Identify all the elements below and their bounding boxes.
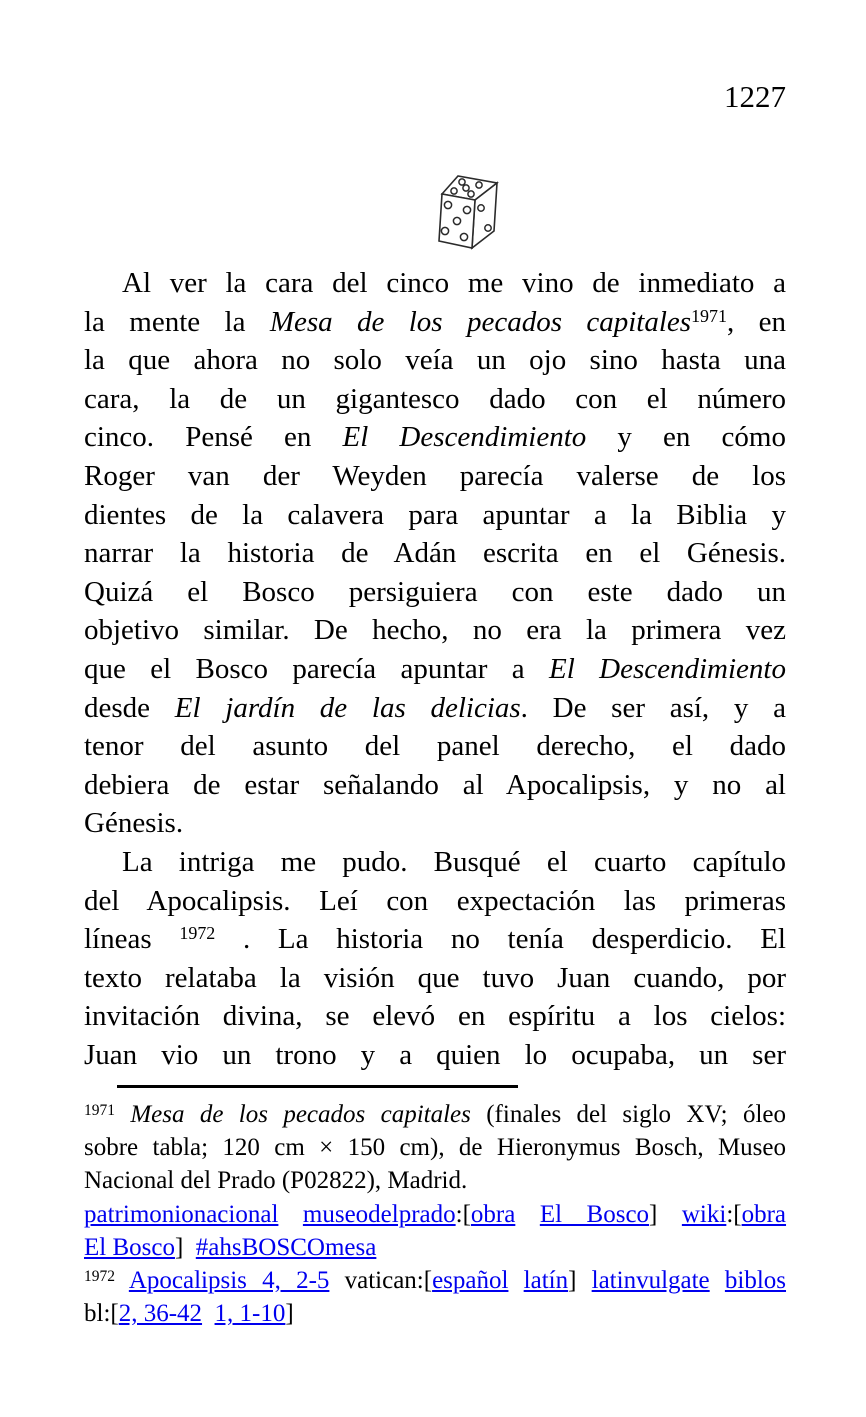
footnote-link[interactable]: latinvulgate xyxy=(591,1267,710,1295)
footnote-reference: 1971 xyxy=(84,1101,115,1119)
text-segment: cinco. Pensé en xyxy=(84,421,343,454)
body-text-line xyxy=(84,341,786,380)
footnote-line xyxy=(84,1264,786,1297)
text-segment: objetivo similar. De hecho, no era la primera vez xyxy=(84,614,786,647)
body-text-line xyxy=(84,959,786,998)
text-segment: El jardín de las delicias xyxy=(174,691,521,724)
text-segment xyxy=(710,1267,725,1294)
text-segment: Génesis. xyxy=(84,807,184,840)
text-segment: Juan vio un trono y a quien lo ocupaba, un ser xyxy=(84,1038,786,1071)
body-text-line xyxy=(84,457,786,496)
text-segment: Mesa de los pecados capitales xyxy=(130,1101,471,1128)
footnote-reference: 1972 xyxy=(179,923,216,944)
text-segment: ] xyxy=(649,1200,682,1228)
text-segment: Nacional del Prado (P02822), Madrid. xyxy=(84,1167,468,1195)
text-segment: Quizá el Bosco persiguiera con este dado un xyxy=(84,575,786,608)
text-segment xyxy=(115,1267,129,1294)
text-segment: líneas xyxy=(84,923,180,956)
footnotes xyxy=(84,1098,786,1330)
text-segment: debiera de estar señalando al Apocalipsis, y no al xyxy=(84,768,786,801)
text-segment xyxy=(515,1201,540,1228)
footnote-link[interactable]: obra xyxy=(741,1200,787,1228)
text-segment xyxy=(508,1267,523,1294)
footnote-link[interactable]: latín xyxy=(523,1267,569,1295)
text-segment: vatican:[ xyxy=(329,1267,433,1295)
text-segment: :[ xyxy=(726,1200,742,1228)
text-segment: . La historia no tenía desperdicio. El xyxy=(215,923,786,956)
text-segment: Roger van der Weyden parecía valerse de los xyxy=(84,459,786,492)
text-segment: narrar la historia de Adán escrita en el Génesis. xyxy=(84,537,786,570)
text-segment: bl:[ xyxy=(84,1300,119,1328)
text-segment: sobre tabla; 120 cm × 150 cm), de Hieronymus Bosch, Museo xyxy=(84,1134,786,1162)
text-segment: del Apocalipsis. Leí con expectación las primeras xyxy=(84,884,786,917)
footnote-link[interactable]: museodelprado xyxy=(302,1200,456,1228)
text-segment: ] xyxy=(285,1300,294,1328)
footnote-reference: 1971 xyxy=(691,305,727,326)
text-segment: cara, la de un gigantesco dado con el número xyxy=(84,382,786,415)
footnote-link[interactable]: wiki xyxy=(681,1200,727,1228)
body-text xyxy=(84,264,786,1074)
footnote-link[interactable]: 2, 36-42 xyxy=(118,1300,203,1328)
footnote-link[interactable]: obra xyxy=(470,1200,516,1228)
text-segment: Al ver la cara del cinco me vino de inmediato a xyxy=(122,267,786,299)
text-segment: que el Bosco parecía apuntar a xyxy=(84,652,550,685)
footnote-line xyxy=(84,1164,786,1197)
footnote-line xyxy=(84,1131,786,1164)
footnote-reference: 1972 xyxy=(84,1267,115,1285)
text-segment: La intriga me pudo. Busqué el cuarto capítulo xyxy=(122,845,786,878)
text-segment: y en cómo xyxy=(586,421,786,454)
body-text-line xyxy=(84,573,786,612)
text-segment: :[ xyxy=(455,1200,471,1228)
text-segment: invitación divina, se elevó en espíritu a los cielos: xyxy=(84,1000,786,1033)
body-text-line xyxy=(84,534,786,573)
footnote-link[interactable]: 1, 1-10 xyxy=(214,1300,286,1328)
footnote-link[interactable]: El Bosco xyxy=(84,1233,175,1261)
text-segment: Mesa de los pecados capitales xyxy=(269,305,692,338)
body-text-line xyxy=(84,418,786,457)
footnote-separator xyxy=(117,1085,518,1088)
footnote-link[interactable]: #ahsBOSCOmesa xyxy=(195,1233,377,1261)
body-text-line xyxy=(84,264,786,303)
body-text-line xyxy=(84,997,786,1036)
footnote-line xyxy=(84,1297,786,1330)
body-text-line xyxy=(84,611,786,650)
text-segment: (finales del siglo XV; óleo xyxy=(470,1101,786,1128)
body-text-line xyxy=(84,882,786,921)
text-segment xyxy=(202,1300,215,1327)
die-icon xyxy=(433,167,505,253)
text-segment: texto relataba la visión que tuvo Juan cuando, por xyxy=(84,961,786,994)
footnote-link[interactable]: patrimonionacional xyxy=(84,1200,279,1228)
text-segment: desde xyxy=(84,691,175,724)
text-segment: El Descendimiento xyxy=(342,421,587,454)
body-text-line xyxy=(84,689,786,728)
text-segment: El Descendimiento xyxy=(549,652,786,685)
text-segment: la mente la xyxy=(84,305,270,338)
body-text-line xyxy=(84,650,786,689)
text-segment xyxy=(278,1201,303,1228)
footnote-line xyxy=(84,1098,786,1131)
body-text-line xyxy=(84,766,786,805)
body-text-line xyxy=(84,804,786,843)
footnote-line xyxy=(84,1231,786,1264)
body-text-line xyxy=(84,920,786,959)
body-text-line xyxy=(84,380,786,419)
text-segment: , en xyxy=(727,305,786,338)
body-text-line xyxy=(84,496,786,535)
text-segment: ] xyxy=(568,1267,592,1295)
page-number: 1227 xyxy=(724,79,786,114)
footnote-link[interactable]: Apocalipsis 4, 2-5 xyxy=(128,1267,330,1295)
body-text-line xyxy=(84,303,786,342)
body-text-line xyxy=(84,1036,786,1075)
text-segment: la que ahora no solo veía un ojo sino hasta una xyxy=(84,344,786,377)
text-segment: ] xyxy=(174,1233,196,1261)
body-text-line xyxy=(84,727,786,766)
body-text-line xyxy=(84,843,786,882)
text-segment: tenor del asunto del panel derecho, el dado xyxy=(84,730,786,763)
footnote-link[interactable]: biblos xyxy=(724,1267,787,1295)
text-segment: . De ser así, y a xyxy=(520,691,787,724)
text-segment: dientes de la calavera para apuntar a la Biblia y xyxy=(84,498,786,531)
footnote-line xyxy=(84,1198,786,1231)
footnote-link[interactable]: El Bosco xyxy=(539,1200,650,1228)
text-segment xyxy=(115,1101,130,1128)
footnote-link[interactable]: español xyxy=(432,1267,509,1295)
